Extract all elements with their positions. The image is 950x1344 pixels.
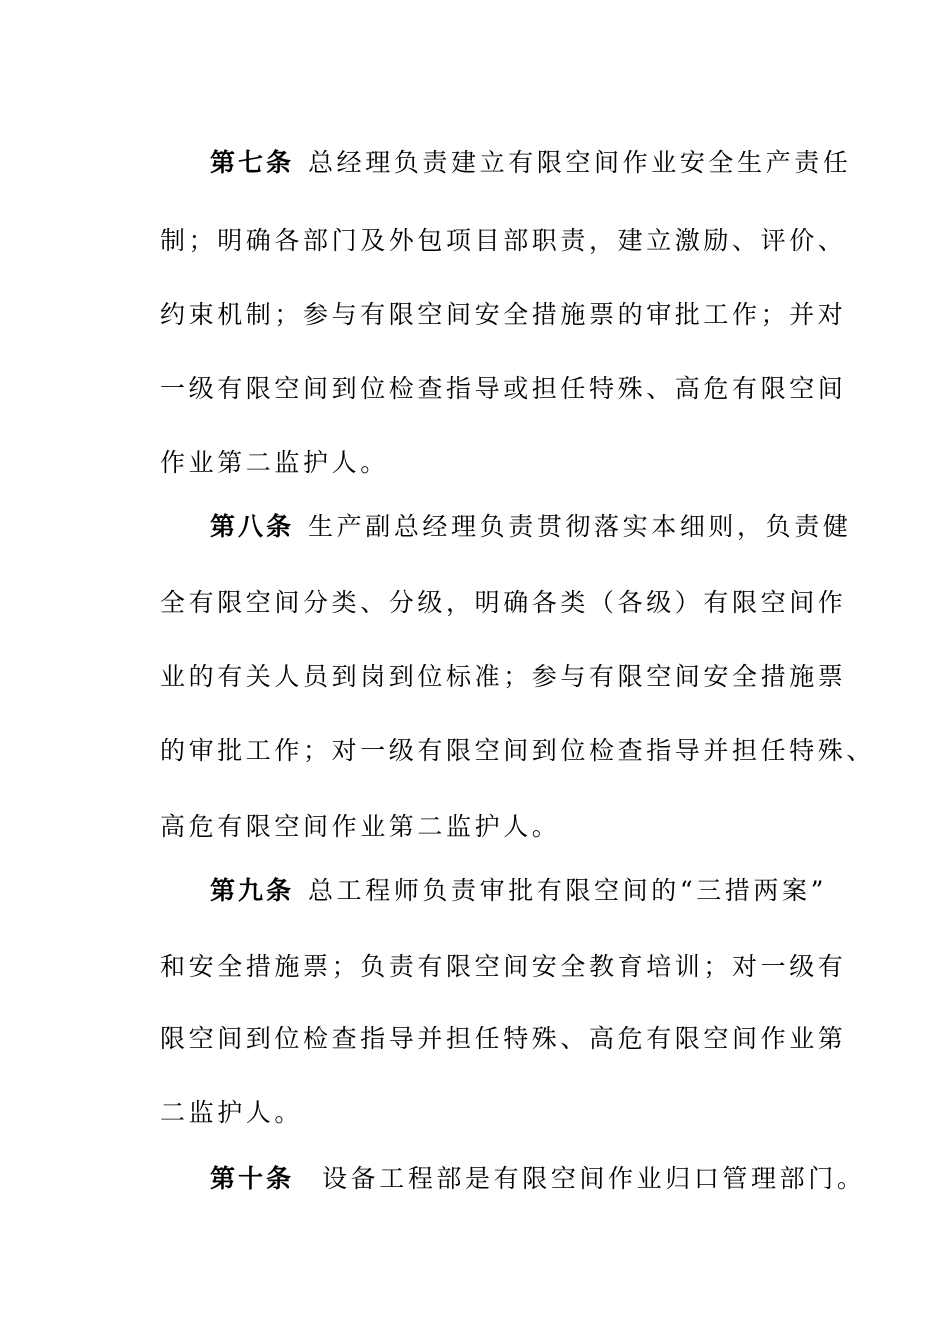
article-10-text: 设备工程部是有限空间作业归口管理部门。: [322, 1164, 866, 1193]
article-7-text: 总经理负责建立有限空间作业安全生产责任: [308, 148, 852, 177]
article-7-line-2: 制；明确各部门及外包项目部职责，建立激励、评价、: [160, 226, 847, 255]
article-8-line-5: 高危有限空间作业第二监护人。: [160, 812, 561, 841]
article-8-label: 第八条: [210, 512, 295, 541]
article-8-line-1: [210, 512, 851, 542]
article-9-line-2: 和安全措施票；负责有限空间安全教育培训；对一级有: [160, 952, 847, 981]
article-9-text: 总工程师负责审批有限空间的“三措两案”: [308, 876, 827, 905]
article-7-line-3: 约束机制；参与有限空间安全措施票的审批工作；并对: [160, 300, 847, 329]
article-8-line-3: 业的有关人员到岗到位标准；参与有限空间安全措施票: [160, 662, 847, 691]
article-7-line-1: [210, 148, 851, 178]
article-8-line-2: 全有限空间分类、分级，明确各类（各级）有限空间作: [160, 588, 847, 617]
article-9-line-3: 限空间到位检查指导并担任特殊、高危有限空间作业第: [160, 1024, 847, 1053]
article-7-line-5: 作业第二监护人。: [160, 448, 389, 477]
article-9-label: 第九条: [210, 876, 295, 905]
article-8-text: 生产副总经理负责贯彻落实本细则，负责健: [308, 512, 852, 541]
article-10-line-1: [210, 1164, 865, 1194]
article-9-line-1: [210, 876, 827, 906]
article-9-line-4: 二监护人。: [160, 1098, 304, 1127]
article-7-line-4: 一级有限空间到位检查指导或担任特殊、高危有限空间: [160, 374, 847, 403]
article-10-label: 第十条: [210, 1164, 295, 1193]
article-7-label: 第七条: [210, 148, 295, 177]
article-8-line-4: 的审批工作；对一级有限空间到位检查指导并担任特殊、: [160, 736, 876, 765]
